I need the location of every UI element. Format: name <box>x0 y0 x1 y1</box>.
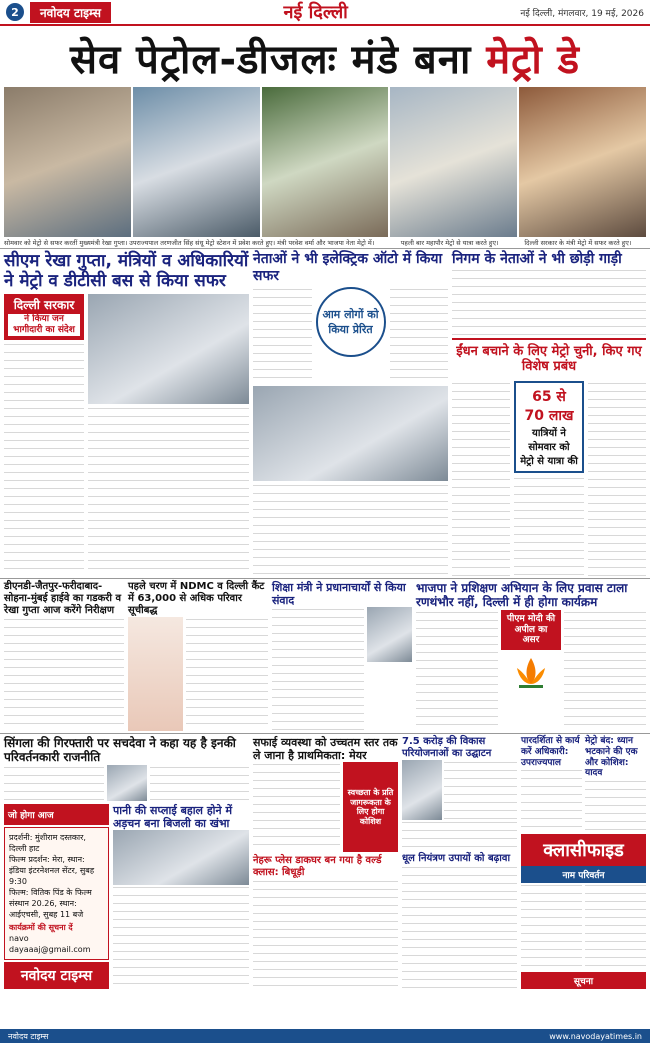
caption: सोमवार को मेट्रो से सफर करतीं मुख्यमंत्री रेखा गुप्ता। <box>4 239 128 247</box>
events-box <box>4 804 109 989</box>
story-body <box>272 607 364 731</box>
story-education <box>272 581 412 731</box>
story-body <box>186 617 268 731</box>
row-2 <box>0 578 650 733</box>
story-body <box>585 779 646 831</box>
page-footer <box>0 1029 650 1043</box>
photo-bus <box>88 294 249 404</box>
story-body <box>4 342 84 576</box>
story-body <box>253 879 398 989</box>
leader-photo <box>107 765 147 801</box>
left-column <box>4 736 249 989</box>
pm-appeal-box: पीएम मोदी की अपील का असर <box>501 610 561 650</box>
photo-captions <box>0 237 650 248</box>
photo-crowd <box>253 386 448 481</box>
notice-email: navo dayaaaj@gmail.com <box>9 934 91 954</box>
story-title: ईंधन बचाने के लिए मेट्रो चुनी, किए गए विशेष प्रबंध <box>452 338 646 379</box>
story-body <box>253 483 448 576</box>
event-item: प्रदर्शनी: मुंशीराम दस्तकार, दिल्ली हाट <box>9 833 86 853</box>
events-list <box>4 827 109 960</box>
tag-delhi-govt <box>4 294 84 340</box>
classified-body <box>585 883 646 972</box>
story-body <box>150 765 250 801</box>
classified-title: क्लासीफाइड <box>521 834 646 866</box>
footer-right: www.navodayatimes.in <box>549 1031 642 1041</box>
tag-title: दिल्ली सरकार <box>13 297 75 312</box>
middle-right-column <box>402 736 517 989</box>
page-number: 2 <box>6 3 24 21</box>
row-3 <box>0 733 650 991</box>
classified-body <box>521 883 582 972</box>
row-1 <box>0 248 650 578</box>
minister-photo <box>367 607 412 662</box>
right-column <box>521 736 646 989</box>
footer-logo: नवोदय टाइम्स <box>4 962 109 989</box>
story-title: पारदर्शिता से कार्य करें अधिकारी: उपराज्यपाल <box>521 736 580 768</box>
event-item: फिल्म प्रदर्शन: मेरा, स्थान: इंडिया इंटरनेशनल सेंटर, सुबह 9:30 <box>9 855 95 886</box>
lotus-icon <box>501 652 561 692</box>
story-title: मेट्रो बंद: ध्यान भटकाने की एक और कोशिश: यादव <box>585 736 638 779</box>
masthead-small: नवोदय टाइम्स <box>30 2 111 23</box>
photo-pole <box>113 830 249 885</box>
main-headline <box>0 26 650 87</box>
dateline: नई दिल्ली, मंगलवार, 19 मई, 2026 <box>520 8 644 19</box>
story-nigam <box>452 251 646 576</box>
headline-part1: सेव पेट्रोल-डीजलः मंडे बना <box>69 37 472 83</box>
story-body <box>416 610 498 731</box>
headline-part2: मेट्रो डे <box>486 37 581 83</box>
photo-lg-metro <box>133 87 260 237</box>
story-title: सीएम रेखा गुप्ता, मंत्रियों व अधिकारियों ने मेट्रो व डीटीसी बस से किया सफर <box>4 251 249 292</box>
story-water <box>113 804 249 989</box>
stat-number: 65 से 70 लाख <box>524 388 574 424</box>
caption: दिल्ली सरकार के मंत्री मेट्रो में सफर करते हुए। <box>524 239 632 247</box>
story-ndmc <box>128 581 268 731</box>
events-title: जो होगा आज <box>4 804 109 825</box>
caption: मंत्री परवेश वर्मा और भाजपा नेता मेट्रो में। <box>277 239 375 247</box>
photo-mayor <box>390 87 517 237</box>
story-title: पानी की सप्लाई बहाल होने में अड़चन बना बिजली का खंभा <box>113 804 233 831</box>
story-body <box>113 885 249 989</box>
census-logo <box>128 617 183 731</box>
story-title: शिक्षा मंत्री ने प्रधानाचार्यों से किया संवाद <box>272 581 406 608</box>
story-title: सफाई व्यवस्था को उच्चतम स्तर तक ले जाना है प्राथमिकता: मेयर <box>253 736 398 763</box>
story-mayor <box>253 736 398 989</box>
story-cm <box>4 251 249 576</box>
cleanliness-box: स्वच्छता के प्रति जागरूकता के लिए होगा कोशिश <box>343 762 398 852</box>
story-body <box>521 768 582 831</box>
photo-ministers <box>262 87 389 237</box>
story-body <box>4 765 104 801</box>
story-body <box>514 476 584 576</box>
story-body <box>444 760 517 820</box>
circle-callout: आम लोगों को किया प्रेरित <box>316 287 386 357</box>
story-body <box>564 610 646 731</box>
story-body <box>390 287 449 382</box>
tag-sub: ने किया जन भागीदारी का संदेश <box>8 314 80 336</box>
stat-box <box>514 381 584 473</box>
story-bjp <box>416 581 646 731</box>
photo-ministers2 <box>519 87 646 237</box>
classified-sub: नाम परिवर्तन <box>521 866 646 883</box>
top-bar <box>0 0 650 26</box>
story-body <box>588 381 646 576</box>
story-body <box>4 617 124 731</box>
notice-title: कार्यक्रमों की सूचना दें <box>9 923 73 932</box>
caption: उपराज्यपाल तरणजीत सिंह संधू मेट्रो स्टेशन में प्रवेश करते हुए। <box>129 239 276 247</box>
story-body <box>402 820 517 850</box>
story-body <box>402 865 517 989</box>
story-body <box>452 268 646 338</box>
event-item: फिल्म: वितिक पिंड के फिल्म संस्थान 20.26, स्थान: आईएचसी, सुबह 11 बजे <box>9 888 92 919</box>
story-highway <box>4 581 124 731</box>
story-title: 7.5 करोड़ की विकास परियोजनाओं का उद्घाटन <box>402 736 492 759</box>
leader-photo <box>402 760 442 820</box>
footer-left: नवोदय टाइम्स <box>8 1031 49 1041</box>
stat-text: यात्रियों ने सोमवार को मेट्रो से यात्रा की <box>520 427 578 467</box>
story-title: नेताओं ने भी इलेक्ट्रिक ऑटो में किया सफर <box>253 251 443 284</box>
story-title: पहले चरण में NDMC व दिल्ली कैंट में 63,000 से अधिक परिवार सूचीबद्ध <box>128 581 265 616</box>
story-title: निगम के नेताओं ने भी छोड़ी गाड़ी <box>452 251 622 267</box>
story-title: नेहरू प्लेस डाकघर बन गया है वर्ल्ड क्लास: बिधूड़ी <box>253 855 382 879</box>
classified-notice: सूचना <box>521 972 646 989</box>
photo-cm-metro <box>4 87 131 237</box>
story-body <box>88 406 249 576</box>
photo-strip <box>0 87 650 237</box>
story-body <box>253 287 312 382</box>
story-title: सिंगला की गिरफ्तारी पर सचदेवा ने कहा यह है इनकी परिवर्तनकारी राजनीति <box>4 736 236 765</box>
story-body <box>452 381 510 576</box>
story-auto <box>253 251 448 576</box>
city-label: नई दिल्ली <box>283 2 348 23</box>
story-title: भाजपा ने प्रशिक्षण अभियान के लिए प्रवास टाला रणथंभौर नहीं, दिल्ली में ही होगा कार्यक्रम <box>416 581 628 610</box>
caption: पहली बार महापौर मेट्रो से यात्रा करते हुए। <box>400 239 499 247</box>
story-title: धूल नियंत्रण उपायों को बढ़ावा <box>402 853 511 864</box>
story-body <box>253 762 340 852</box>
story-title: डीएनडी-जैतपुर-फरीदाबाद-सोहना-मुंबई हाईवे का गडकरी व रेखा गुप्ता आज करेंगे निरीक्षण <box>4 581 122 616</box>
